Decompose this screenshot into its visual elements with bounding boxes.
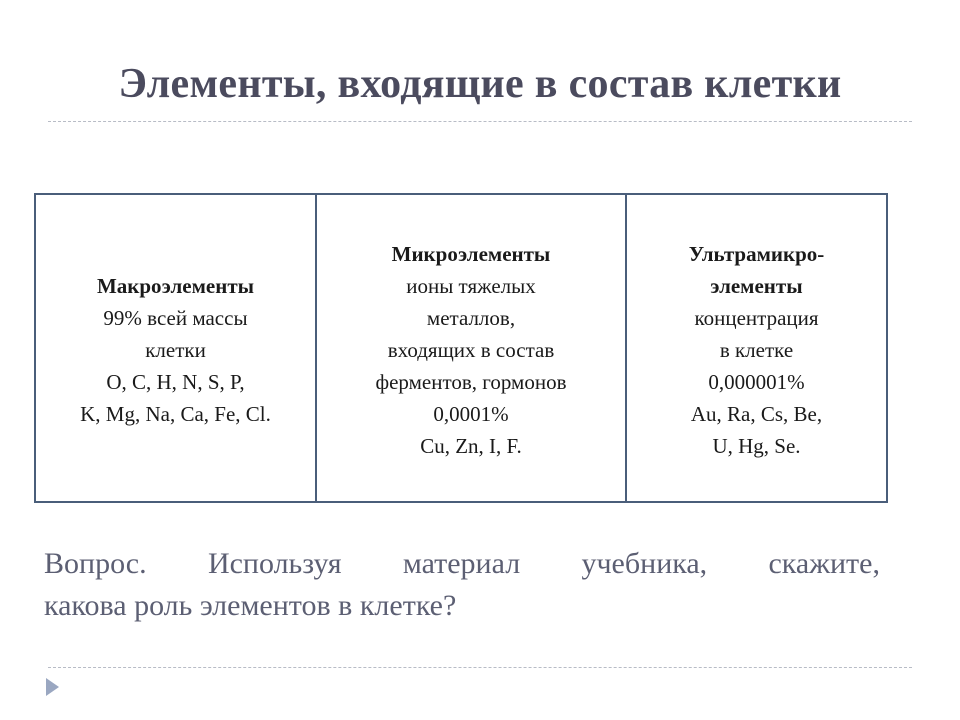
cell-line: 0,0001% <box>433 402 509 426</box>
cell-line: ферментов, гормонов <box>375 370 567 394</box>
question-word: Вопрос. <box>44 547 147 580</box>
cell-line: Cu, Zn, I, F. <box>420 434 522 458</box>
question-word: учебника, <box>581 547 708 580</box>
macroelements-cell <box>36 195 315 501</box>
question-line-2: какова роль элементов в клетке? <box>44 589 457 622</box>
question-word: Используя <box>207 547 342 580</box>
microelements-heading: Микроэлементы <box>391 242 551 266</box>
slide-title: Элементы, входящие в состав клетки <box>118 61 842 107</box>
question-word: скажите, <box>768 547 880 580</box>
cell-line: 0,000001% <box>708 370 805 394</box>
cell-line: входящих в состав <box>387 338 555 362</box>
cell-line: концентрация <box>694 306 819 330</box>
bottom-divider <box>48 667 912 668</box>
elements-table <box>34 193 888 503</box>
ultramicroelements-heading-2: элементы <box>710 274 803 298</box>
cell-line: 99% всей массы <box>103 306 248 330</box>
cell-line: U, Hg, Se. <box>712 434 801 458</box>
microelements-cell <box>315 195 625 501</box>
cell-line: ионы тяжелых <box>406 274 536 298</box>
cell-line: клетки <box>145 338 206 362</box>
question-word: материал <box>402 547 521 580</box>
cell-line: в клетке <box>719 338 794 362</box>
cell-line: Au, Ra, Cs, Be, <box>690 402 823 426</box>
cell-line: O, C, H, N, S, P, <box>106 370 245 394</box>
ultramicroelements-heading-1: Ультрамикро- <box>688 242 825 266</box>
cell-line: металлов, <box>426 306 516 330</box>
question-text <box>44 543 880 627</box>
ultramicroelements-cell <box>625 195 886 501</box>
question-line-1 <box>44 543 880 585</box>
triangle-right-icon[interactable] <box>46 678 59 696</box>
top-divider <box>48 121 912 122</box>
cell-line: K, Mg, Na, Ca, Fe, Cl. <box>80 402 271 426</box>
macroelements-heading: Макроэлементы <box>96 274 255 298</box>
